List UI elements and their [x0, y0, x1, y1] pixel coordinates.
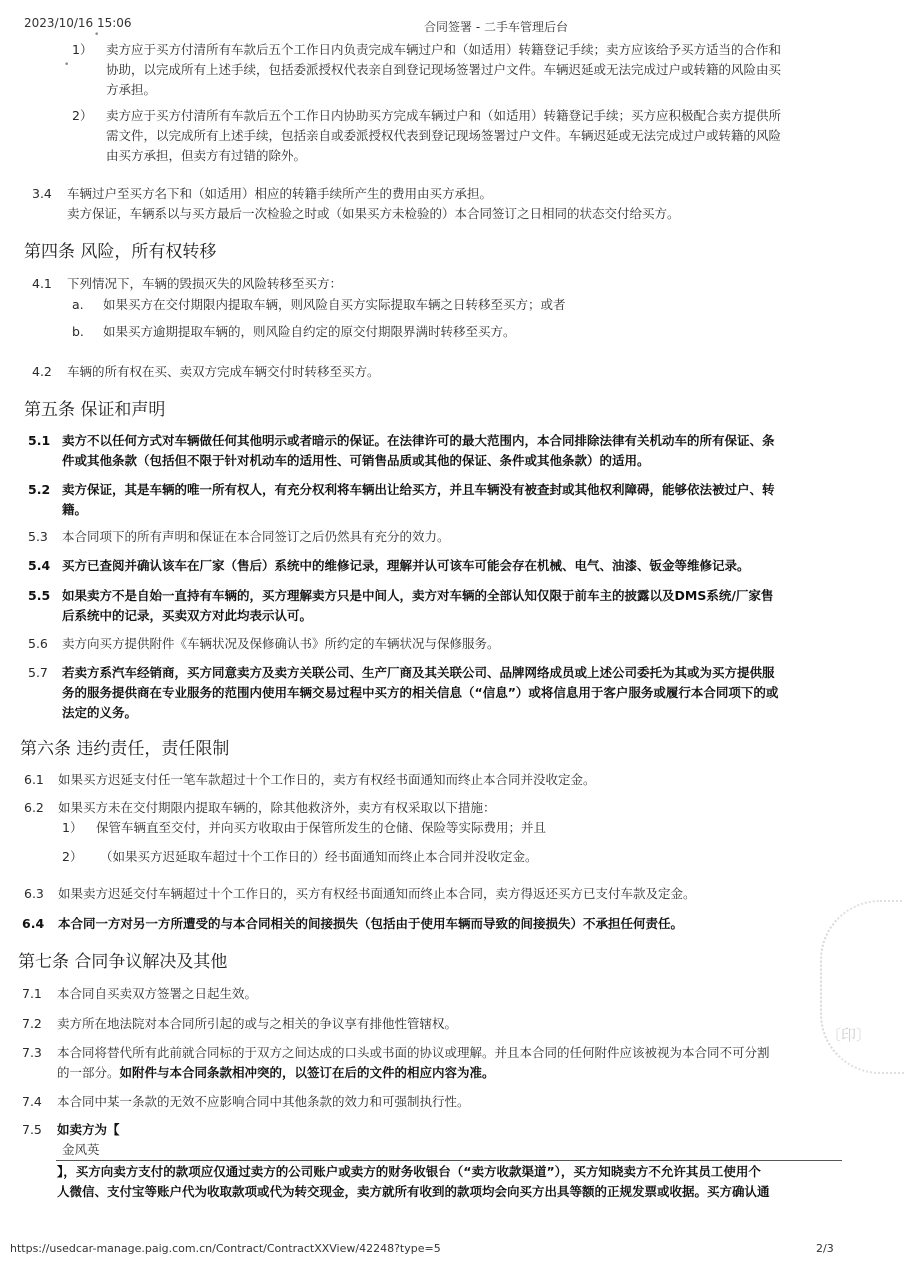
clause-text: （如果买方迟延取车超过十个工作日的）经书面通知而终止本合同并没收定金。 — [100, 849, 538, 864]
clause-text: 】，买方向卖方支付的款项应仅通过卖方的公司账户或卖方的财务收银台（“卖方收款渠道”），买方知晓卖方不允许其员工使用个 — [57, 1164, 761, 1179]
clause-number: 7.3 — [22, 1045, 42, 1060]
clause-text: 本合同将替代所有此前就合同标的于双方之间达成的口头或书面的协议或理解。并且本合同的任何附件应该被视为本合同不可分割 — [57, 1045, 770, 1060]
section-heading: 第七条 合同争议解决及其他 — [18, 952, 228, 972]
page-title: 合同签署 - 二手车管理后台 — [424, 20, 568, 34]
clause-number: 7.5 — [22, 1122, 42, 1137]
clause-text: 如果买方在交付期限内提取车辆，则风险自买方实际提取车辆之日转移至买方；或者 — [103, 297, 566, 312]
clause-number: a. — [72, 297, 84, 312]
clause-text — [57, 1063, 495, 1083]
clause-text: 本合同自买卖双方签署之日起生效。 — [57, 986, 258, 1001]
clause-text: 如果买方迟延支付任一笔车款超过十个工作日的，卖方有权经书面通知而终止本合同并没收定金。 — [58, 772, 596, 787]
clause-number: 5.4 — [28, 558, 51, 573]
clause-text: 本合同一方对另一方所遭受的与本合同相关的间接损失（包括由于使用车辆而导致的间接损失）不承担任何责任。 — [58, 916, 684, 931]
clause-text: 籍。 — [62, 502, 88, 517]
clause-text: 卖方不以任何方式对车辆做任何其他明示或者暗示的保证。在法律许可的最大范围内，本合同排除法律有关机动车的所有保证、条 — [62, 433, 775, 448]
section-heading: 第四条 风险，所有权转移 — [24, 242, 217, 262]
clause-text: 卖方保证，其是车辆的唯一所有权人，有充分权利将车辆出让给买方，并且车辆没有被查封或其他权利障碍，能够依法被过户、转 — [62, 482, 775, 497]
clause-text: 车辆的所有权在买、卖双方完成车辆交付时转移至买方。 — [67, 364, 380, 379]
clause-text: 若卖方系汽车经销商，买方同意卖方及卖方关联公司、生产厂商及其关联公司、品牌网络成员或上述公司委托为其或为买方提供服 — [62, 665, 775, 680]
clause-number: 4.2 — [32, 364, 52, 379]
section-heading: 第六条 违约责任，责任限制 — [20, 739, 230, 759]
clause-text: 如果买方逾期提取车辆的，则风险自约定的原交付期限界满时转移至买方。 — [103, 324, 516, 339]
clause-text: 本合同中某一条款的无效不应影响合同中其他条款的效力和可强制执行性。 — [57, 1094, 470, 1109]
clause-number: 5.1 — [28, 433, 51, 448]
clause-text: 车辆过户至买方名下和（如适用）相应的转籍手续所产生的费用由买方承担。 — [67, 186, 493, 201]
clause-number: 5.2 — [28, 482, 51, 497]
clause-number: 1） — [72, 42, 93, 57]
clause-text: 保管车辆直至交付，并向买方收取由于保管所发生的仓储、保险等实际费用；并且 — [96, 820, 547, 835]
clause-text: 务的服务提供商在专业服务的范围内使用车辆交易过程中买方的相关信息（“信息”）或将信息用于客户服务或履行本合同项下的或 — [62, 685, 779, 700]
clause-text: 由买方承担，但卖方有过错的除外。 — [106, 148, 307, 163]
clause-number: 6.4 — [22, 916, 45, 931]
clause-number: 5.3 — [28, 529, 48, 544]
clause-text: 件或其他条款（包括但不限于针对机动车的适用性、可销售品质或其他的保证、条件或其他条款）的适用。 — [62, 453, 650, 468]
clause-number: 1） — [62, 820, 83, 835]
page-url: https://usedcar-manage.paig.com.cn/Contract/ContractXXView/42248?type=5 — [10, 1242, 441, 1255]
clause-number: 2） — [72, 108, 93, 123]
clause-text: 本合同项下的所有声明和保证在本合同签订之后仍然具有充分的效力。 — [62, 529, 450, 544]
clause-text: 下列情况下，车辆的毁损灭失的风险转移至买方： — [67, 276, 343, 291]
company-seal-stamp: 〔印〕 — [820, 900, 904, 1074]
clause-number: 6.3 — [24, 886, 44, 901]
clause-number: 7.4 — [22, 1094, 42, 1109]
clause-text: 卖方保证，车辆系以与买方最后一次检验之时或（如果买方未检验的）本合同签订之日相同的状态交付给买方。 — [67, 206, 680, 221]
clause-text: 如果卖方迟延交付车辆超过十个工作日的，买方有权经书面通知而终止本合同，卖方得返还买方已支付车款及定金。 — [58, 886, 696, 901]
clause-number: 3.4 — [32, 186, 52, 201]
clause-number: 5.5 — [28, 588, 51, 603]
clause-text: 如果卖方不是自始一直持有车辆的，买方理解卖方只是中间人，卖方对车辆的全部认知仅限于前车主的披露以及DMS系统/厂家售 — [62, 588, 774, 603]
clause-text-part: 如附件与本合同条款相冲突的，以签订在后的文件的相应内容为准。 — [119, 1065, 495, 1080]
clause-text: 后系统中的记录，买卖双方对此均表示认可。 — [62, 608, 313, 623]
scan-mark: • — [94, 30, 100, 40]
seller-name-field[interactable]: 金风英 — [62, 1142, 100, 1157]
clause-text: 如果买方未在交付期限内提取车辆的，除其他救济外，卖方有权采取以下措施： — [58, 800, 496, 815]
scan-mark: • — [64, 60, 70, 70]
fill-line — [56, 1160, 842, 1161]
print-datetime: 2023/10/16 15:06 — [24, 16, 132, 30]
clause-text: 买方已查阅并确认该车在厂家（售后）系统中的维修记录，理解并认可该车可能会存在机械、电气、油漆、钣金等维修记录。 — [62, 558, 750, 573]
clause-number: 5.7 — [28, 665, 48, 680]
clause-number: 6.1 — [24, 772, 44, 787]
clause-number: 4.1 — [32, 276, 52, 291]
clause-number: b. — [72, 324, 84, 339]
clause-text: 卖方向买方提供附件《车辆状况及保修确认书》所约定的车辆状况与保修服务。 — [62, 636, 500, 651]
clause-text: 需文件，以完成所有上述手续，包括亲自或委派授权代表到登记现场签署过户文件。车辆迟延或无法完成过户或转籍的风险 — [106, 128, 782, 143]
clause-number: 6.2 — [24, 800, 44, 815]
clause-text: 人微信、支付宝等账户代为收取款项或代为转交现金，卖方就所有收到的款项均会向买方出具等额的正规发票或收据。买方确认通 — [57, 1184, 770, 1199]
clause-text: 法定的义务。 — [62, 705, 138, 720]
clause-text-part: 的一部分。 — [57, 1065, 120, 1080]
clause-number: 2） — [62, 849, 83, 864]
clause-text: 卖方应于买方付清所有车款后五个工作日内负责完成车辆过户和（如适用）转籍登记手续；卖方应该给予买方适当的合作和 — [106, 42, 782, 57]
section-heading: 第五条 保证和声明 — [24, 400, 166, 420]
clause-number: 7.2 — [22, 1016, 42, 1031]
clause-label: 如卖方为【 — [57, 1122, 120, 1137]
page-number: 2/3 — [816, 1242, 834, 1255]
clause-text: 卖方所在地法院对本合同所引起的或与之相关的争议享有排他性管辖权。 — [57, 1016, 458, 1031]
clause-number: 7.1 — [22, 986, 42, 1001]
clause-text: 卖方应于买方付清所有车款后五个工作日内协助买方完成车辆过户和（如适用）转籍登记手续；买方应积极配合卖方提供所 — [106, 108, 782, 123]
clause-number: 5.6 — [28, 636, 48, 651]
clause-text: 协助，以完成所有上述手续，包括委派授权代表亲自到登记现场签署过户文件。车辆迟延或无法完成过户或转籍的风险由买 — [106, 62, 782, 77]
clause-text: 方承担。 — [106, 82, 157, 97]
